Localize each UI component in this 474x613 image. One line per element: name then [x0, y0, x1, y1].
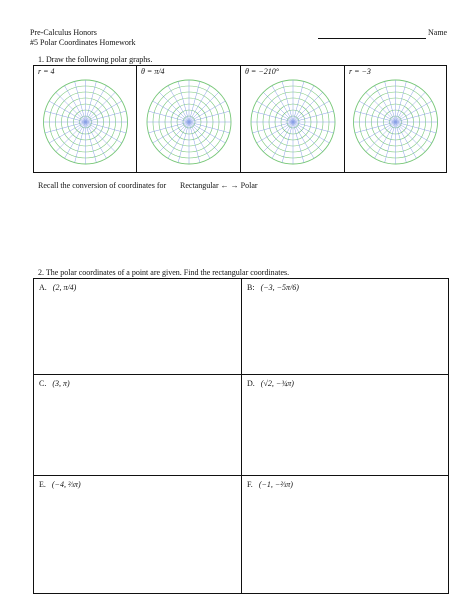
answer-cell-c[interactable] [34, 375, 241, 475]
polar-spoke [293, 122, 304, 163]
item-a-label: A. (2, π/4) [39, 283, 77, 292]
polar-graph-label: θ = −210° [245, 67, 279, 76]
polar-spoke [45, 111, 86, 122]
recall-text: Recall the conversion of coordinates for [38, 181, 167, 190]
assignment-title: #5 Polar Coordinates Homework [30, 38, 136, 47]
polar-spoke [396, 111, 437, 122]
item-b-label: B: (−3, −5π/6) [247, 283, 299, 292]
item-c-coord: (3, π) [52, 379, 70, 388]
polar-spoke [75, 122, 86, 163]
course-title: Pre-Calculus Honors [30, 28, 97, 37]
polar-spoke [189, 81, 200, 122]
answer-grid [33, 278, 449, 594]
polar-spoke [75, 81, 86, 122]
polar-spoke [396, 122, 407, 163]
polar-spoke [189, 122, 200, 163]
answer-cell-e[interactable] [34, 476, 241, 593]
polar-spoke [148, 111, 189, 122]
polar-spoke [396, 122, 437, 133]
item-f-coord: (−1, −⅔π) [258, 480, 293, 489]
answer-cell-b[interactable] [242, 279, 448, 374]
polar-spoke [189, 122, 230, 133]
polar-spoke [86, 81, 97, 122]
polar-spoke [293, 111, 334, 122]
polar-grid[interactable] [345, 66, 446, 172]
item-e-label: E. (−4, ⅔π) [39, 480, 81, 489]
polar-spoke [252, 122, 293, 133]
polar-spoke [282, 122, 293, 163]
item-a-coord: (2, π/4) [52, 283, 77, 292]
polar-graph-cell-1 [34, 66, 137, 172]
item-c-label: C. (3, π) [39, 379, 70, 388]
polar-spoke [178, 122, 189, 163]
item-d-label: D. (√2, −¾π) [247, 379, 294, 388]
polar-grid[interactable] [241, 66, 345, 172]
conversion-label: Rectangular ← → Polar [180, 181, 258, 190]
item-b-coord: (−3, −5π/6) [260, 283, 299, 292]
polar-spoke [385, 81, 396, 122]
answer-cell-f[interactable] [242, 476, 448, 593]
item-e-coord: (−4, ⅔π) [51, 480, 81, 489]
polar-spoke [293, 81, 304, 122]
polar-graph-cell-3 [241, 66, 345, 172]
polar-spoke [86, 122, 97, 163]
name-field[interactable] [318, 30, 426, 39]
polar-spoke [86, 111, 127, 122]
polar-grid[interactable] [34, 66, 137, 172]
polar-graph-label: r = −3 [349, 67, 371, 76]
polar-spoke [178, 81, 189, 122]
question-2-prompt: 2. The polar coordinates of a point are given. Find the rectangular coordinates. [38, 268, 290, 277]
polar-spoke [45, 122, 86, 133]
answer-cell-d[interactable] [242, 375, 448, 475]
polar-spoke [385, 122, 396, 163]
polar-spoke [396, 81, 407, 122]
polar-spoke [355, 111, 396, 122]
polar-graphs-row [33, 65, 447, 173]
polar-spoke [282, 81, 293, 122]
polar-graph-cell-2 [137, 66, 241, 172]
polar-graph-label: r = 4 [38, 67, 55, 76]
name-label: Name [428, 28, 448, 37]
polar-spoke [189, 111, 230, 122]
item-d-coord: (√2, −¾π) [260, 379, 294, 388]
item-f-label: F. (−1, −⅔π) [247, 480, 293, 489]
polar-spoke [293, 122, 334, 133]
polar-spoke [148, 122, 189, 133]
polar-graph-cell-4 [345, 66, 446, 172]
polar-grid[interactable] [137, 66, 241, 172]
polar-spoke [252, 111, 293, 122]
polar-spoke [86, 122, 127, 133]
answer-cell-a[interactable] [34, 279, 241, 374]
polar-spoke [355, 122, 396, 133]
polar-graph-label: θ = π/4 [141, 67, 165, 76]
question-1-prompt: 1. Draw the following polar graphs. [38, 55, 153, 64]
